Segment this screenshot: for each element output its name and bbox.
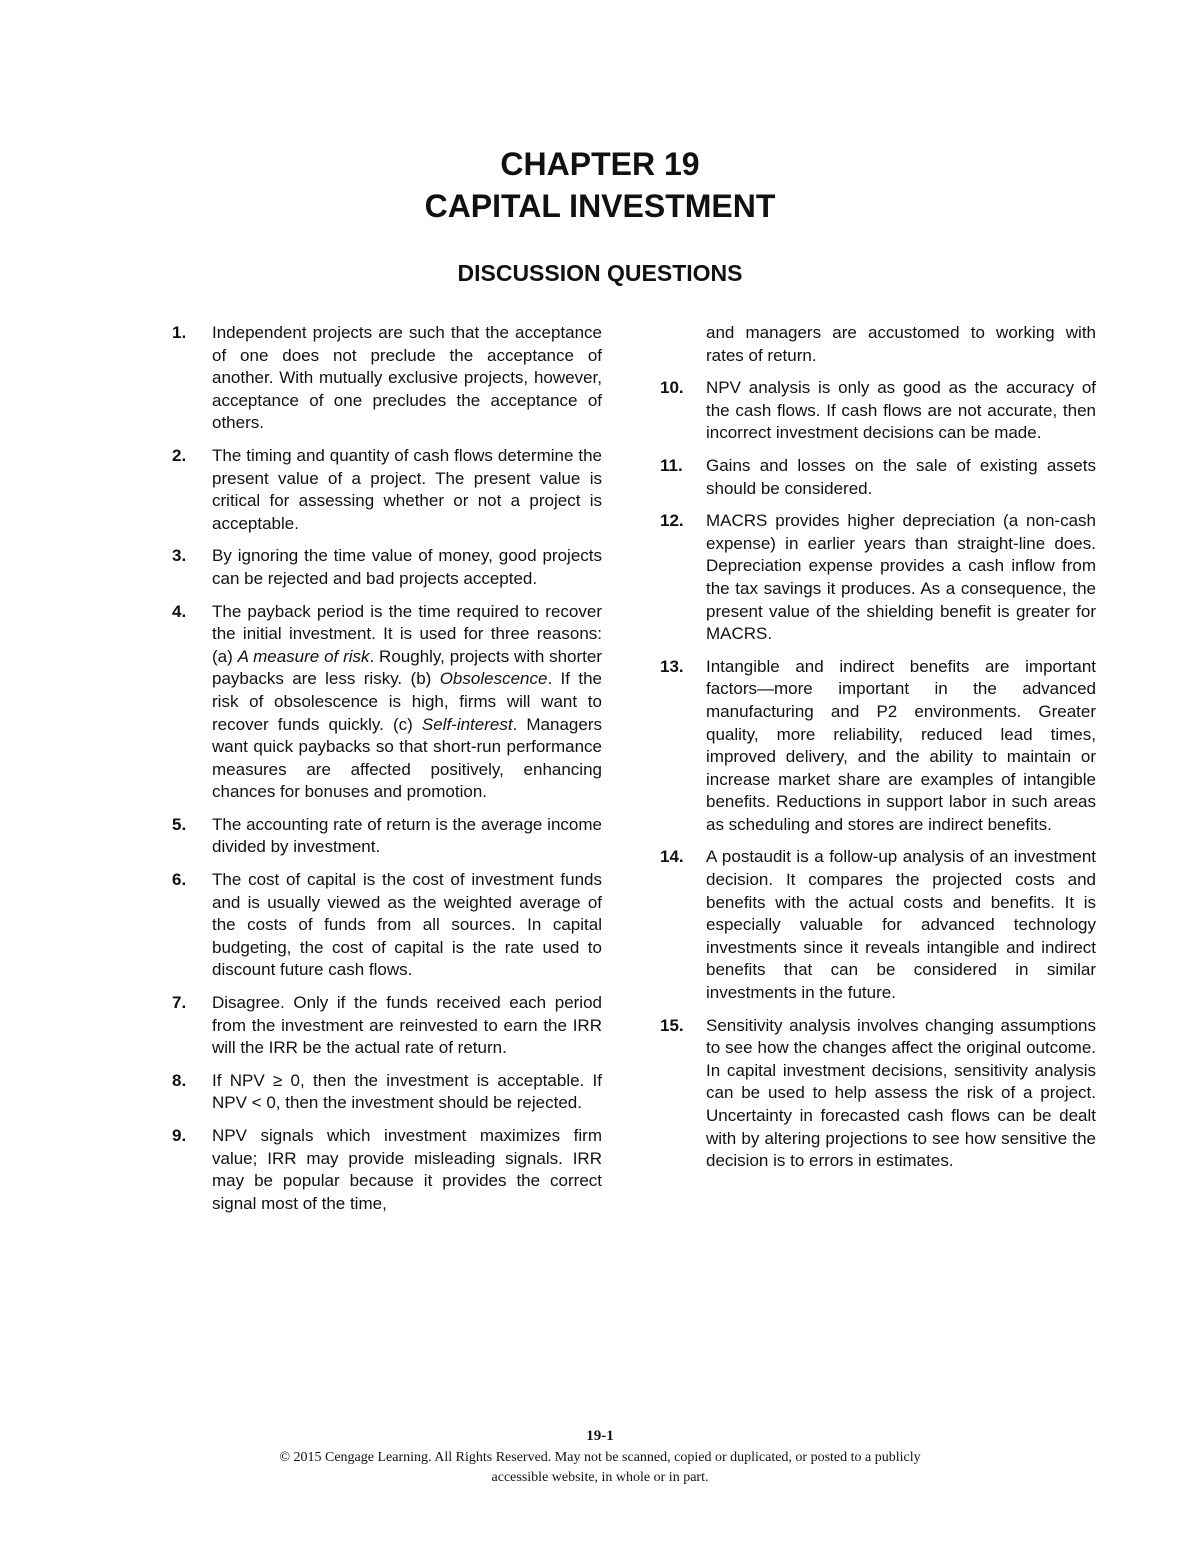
copyright-line: © 2015 Cengage Learning. All Rights Reserved. May not be scanned, copied or duplicated, or posted to a publicly bbox=[279, 1450, 921, 1465]
question-number: 14. bbox=[660, 847, 684, 867]
chapter-number: CHAPTER 19 bbox=[500, 146, 700, 182]
question-text: NPV signals which investment maximizes firm value; IRR may provide misleading signals. IRR may be popular because it provides the correct signal most of the time, bbox=[212, 1126, 602, 1213]
question-text: The timing and quantity of cash flows determine the present value of a project. The present value is critical for assessing whether or not a project is acceptable. bbox=[212, 445, 602, 533]
text-segment: The payback period is the time required to recover the initial investment. It is used for three reasons: (a) bbox=[212, 601, 602, 666]
question-number: 11. bbox=[660, 455, 683, 475]
question-item bbox=[660, 656, 1096, 837]
question-number: 7. bbox=[172, 993, 187, 1013]
question-number: 5. bbox=[172, 814, 187, 834]
question-number: 13. bbox=[660, 656, 684, 676]
question-text: The cost of capital is the cost of investment funds and is usually viewed as the weighted average of the costs of funds from all sources. In capital budgeting, the cost of capital is the rate used to discount future cash flows. bbox=[212, 870, 602, 980]
text-segment: . Managers want quick paybacks so that short-run performance measures are affected positively, enhancing chances for bonuses and promotion. bbox=[212, 714, 602, 802]
question-item bbox=[660, 846, 1096, 1004]
question-number: 15. bbox=[660, 1015, 684, 1035]
left-column bbox=[172, 322, 602, 1225]
question-number: 10. bbox=[660, 378, 684, 398]
question-item bbox=[172, 1070, 602, 1115]
question-text: Independent projects are such that the acceptance of one does not preclude the acceptance of another. With mutually exclusive projects, however, acceptance of one precludes the acceptance of others. bbox=[212, 323, 602, 433]
question-item bbox=[172, 445, 602, 535]
question-text: Disagree. Only if the funds received each period from the investment are reinvested to earn the IRR will the IRR be the actual rate of return. bbox=[212, 993, 602, 1058]
question-item bbox=[660, 510, 1096, 646]
question-item bbox=[172, 814, 602, 859]
question-continuation: and managers are accustomed to working with rates of return. bbox=[706, 323, 1096, 365]
question-text: NPV analysis is only as good as the accuracy of the cash flows. If cash flows are not accurate, then incorrect investment decisions can be made. bbox=[706, 378, 1096, 443]
chapter-title: CAPITAL INVESTMENT bbox=[424, 188, 776, 224]
italic-term: Obsolescence bbox=[439, 669, 548, 689]
italic-term: Self-interest bbox=[421, 714, 513, 734]
question-item bbox=[660, 1015, 1096, 1173]
text-segment: . Roughly, projects with shorter paybacks are less risky. (b) bbox=[212, 646, 602, 689]
question-item bbox=[172, 322, 602, 435]
section-heading: DISCUSSION QUESTIONS bbox=[457, 260, 743, 286]
question-number: 4. bbox=[172, 601, 187, 621]
question-item bbox=[660, 377, 1096, 445]
question-item bbox=[172, 869, 602, 982]
copyright-notice bbox=[0, 1448, 1200, 1488]
chapter-heading bbox=[0, 143, 1200, 227]
question-number: 8. bbox=[172, 1070, 187, 1090]
question-item bbox=[172, 601, 602, 804]
question-text: Sensitivity analysis involves changing assumptions to see how the changes affect the original outcome. In capital investment decisions, sensitivity analysis can be used to help assess the risk of a project. Uncertainty in forecasted cash flows can be dealt with by altering projections to see how sensitive the decision is to errors in estimates. bbox=[706, 1015, 1096, 1171]
question-text: The accounting rate of return is the average income divided by investment. bbox=[212, 814, 602, 857]
copyright-line: accessible website, in whole or in part. bbox=[491, 1470, 709, 1485]
question-number: 2. bbox=[172, 445, 187, 465]
question-number: 12. bbox=[660, 511, 684, 531]
question-text: By ignoring the time value of money, good projects can be rejected and bad projects accepted. bbox=[212, 546, 602, 588]
right-column bbox=[660, 322, 1096, 1183]
question-item bbox=[172, 1125, 602, 1215]
question-item bbox=[172, 992, 602, 1060]
question-item bbox=[660, 455, 1096, 500]
question-text bbox=[212, 601, 602, 804]
question-text: Intangible and indirect benefits are important factors—more important in the advanced manufacturing and P2 environments. Greater quality, more reliability, reduced lead times, improved delivery, and the ability to maintain or increase market share are examples of intangible benefits. Reductions in support labor in such areas as scheduling and stores are indirect benefits. bbox=[706, 656, 1096, 834]
italic-term: A measure of risk bbox=[237, 646, 370, 666]
question-number: 9. bbox=[172, 1126, 187, 1145]
question-number: 6. bbox=[172, 870, 187, 890]
question-text: A postaudit is a follow-up analysis of an investment decision. It compares the projected costs and benefits with the actual costs and benefits. It is especially valuable for advanced technology investments since it reveals intangible and indirect benefits that can be considered in similar investments in the future. bbox=[706, 847, 1096, 1003]
question-text: If NPV ≥ 0, then the investment is acceptable. If NPV < 0, then the investment should be rejected. bbox=[212, 1070, 602, 1113]
question-number: 1. bbox=[172, 323, 187, 342]
page-number: 19-1 bbox=[586, 1428, 614, 1444]
question-text: MACRS provides higher depreciation (a non-cash expense) in earlier years than straight-line does. Depreciation expense provides a cash inflow from the tax savings it produces. As a consequence, the present value of the shielding benefit is greater for MACRS. bbox=[706, 511, 1096, 644]
question-item bbox=[172, 545, 602, 590]
text-segment: . If the risk of obsolescence is high, firms will want to recover funds quickly. (c) bbox=[212, 669, 602, 734]
question-text: Gains and losses on the sale of existing assets should be considered. bbox=[706, 455, 1096, 498]
question-number: 3. bbox=[172, 546, 187, 566]
